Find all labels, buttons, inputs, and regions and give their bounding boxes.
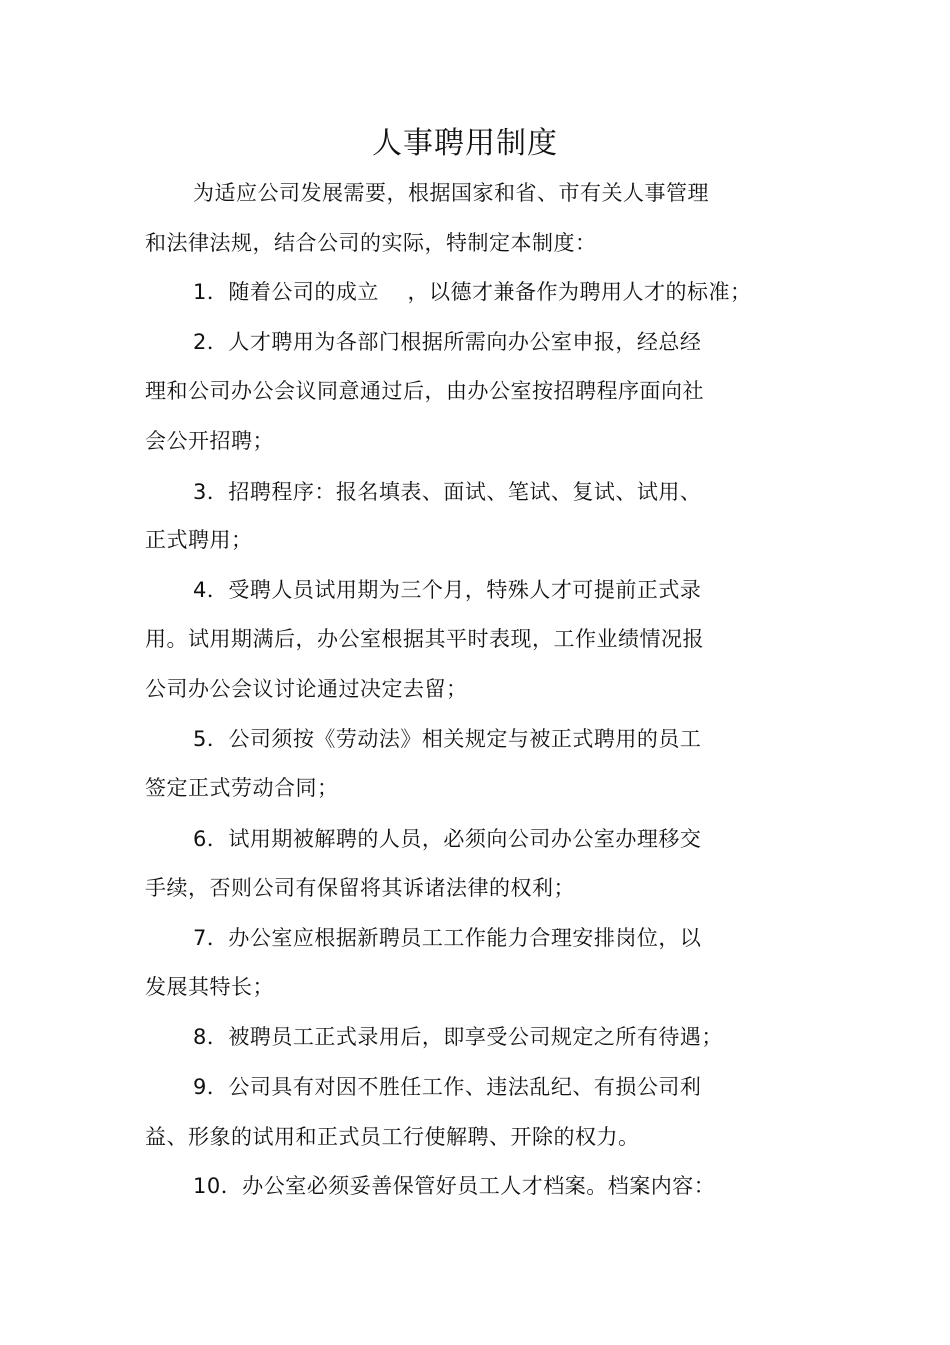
paragraph-line: 发展其特长； <box>145 975 274 999</box>
paragraph-line: 签定正式劳动合同； <box>145 776 339 800</box>
paragraph-line: 公司办公会议讨论通过决定去留； <box>145 677 468 701</box>
paragraph-line: 7．办公室应根据新聘员工工作能力合理安排岗位，以 <box>193 926 702 950</box>
paragraph-line: 和法律法规，结合公司的实际，特制定本制度： <box>145 231 597 255</box>
paragraph-line: 9．公司具有对因不胜任工作、违法乱纪、有损公司利 <box>193 1075 702 1099</box>
paragraph-line: 10．办公室必须妥善保管好员工人才档案。档案内容： <box>193 1174 716 1198</box>
paragraph-line: 用。试用期满后，办公室根据其平时表现，工作业绩情况报 <box>145 627 704 651</box>
paragraph-line: 6．试用期被解聘的人员，必须向公司办公室办理移交 <box>193 827 702 851</box>
paragraph-line: 3．招聘程序：报名填表、面试、笔试、复试、试用、 <box>193 480 702 504</box>
paragraph-line: 益、形象的试用和正式员工行使解聘、开除的权力。 <box>145 1125 640 1149</box>
paragraph-line: 2．人才聘用为各部门根据所需向办公室申报，经总经 <box>193 330 702 354</box>
paragraph-line: 会公开招聘； <box>145 429 274 453</box>
paragraph-line: 1．随着公司的成立 ，以德才兼备作为聘用人才的标准； <box>193 280 752 304</box>
paragraph-line: 4．受聘人员试用期为三个月，特殊人才可提前正式录 <box>193 578 702 602</box>
paragraph-line: 正式聘用； <box>145 528 253 552</box>
paragraph-line: 5．公司须按《劳动法》相关规定与被正式聘用的员工 <box>193 727 702 751</box>
paragraph-line: 为适应公司发展需要，根据国家和省、市有关人事管理 <box>193 181 709 205</box>
document-title: 人事聘用制度 <box>372 126 558 161</box>
paragraph-line: 8．被聘员工正式录用后，即享受公司规定之所有待遇； <box>193 1025 723 1049</box>
paragraph-line: 理和公司办公会议同意通过后，由办公室按招聘程序面向社 <box>145 379 704 403</box>
paragraph-line: 手续，否则公司有保留将其诉诸法律的权利； <box>145 876 575 900</box>
